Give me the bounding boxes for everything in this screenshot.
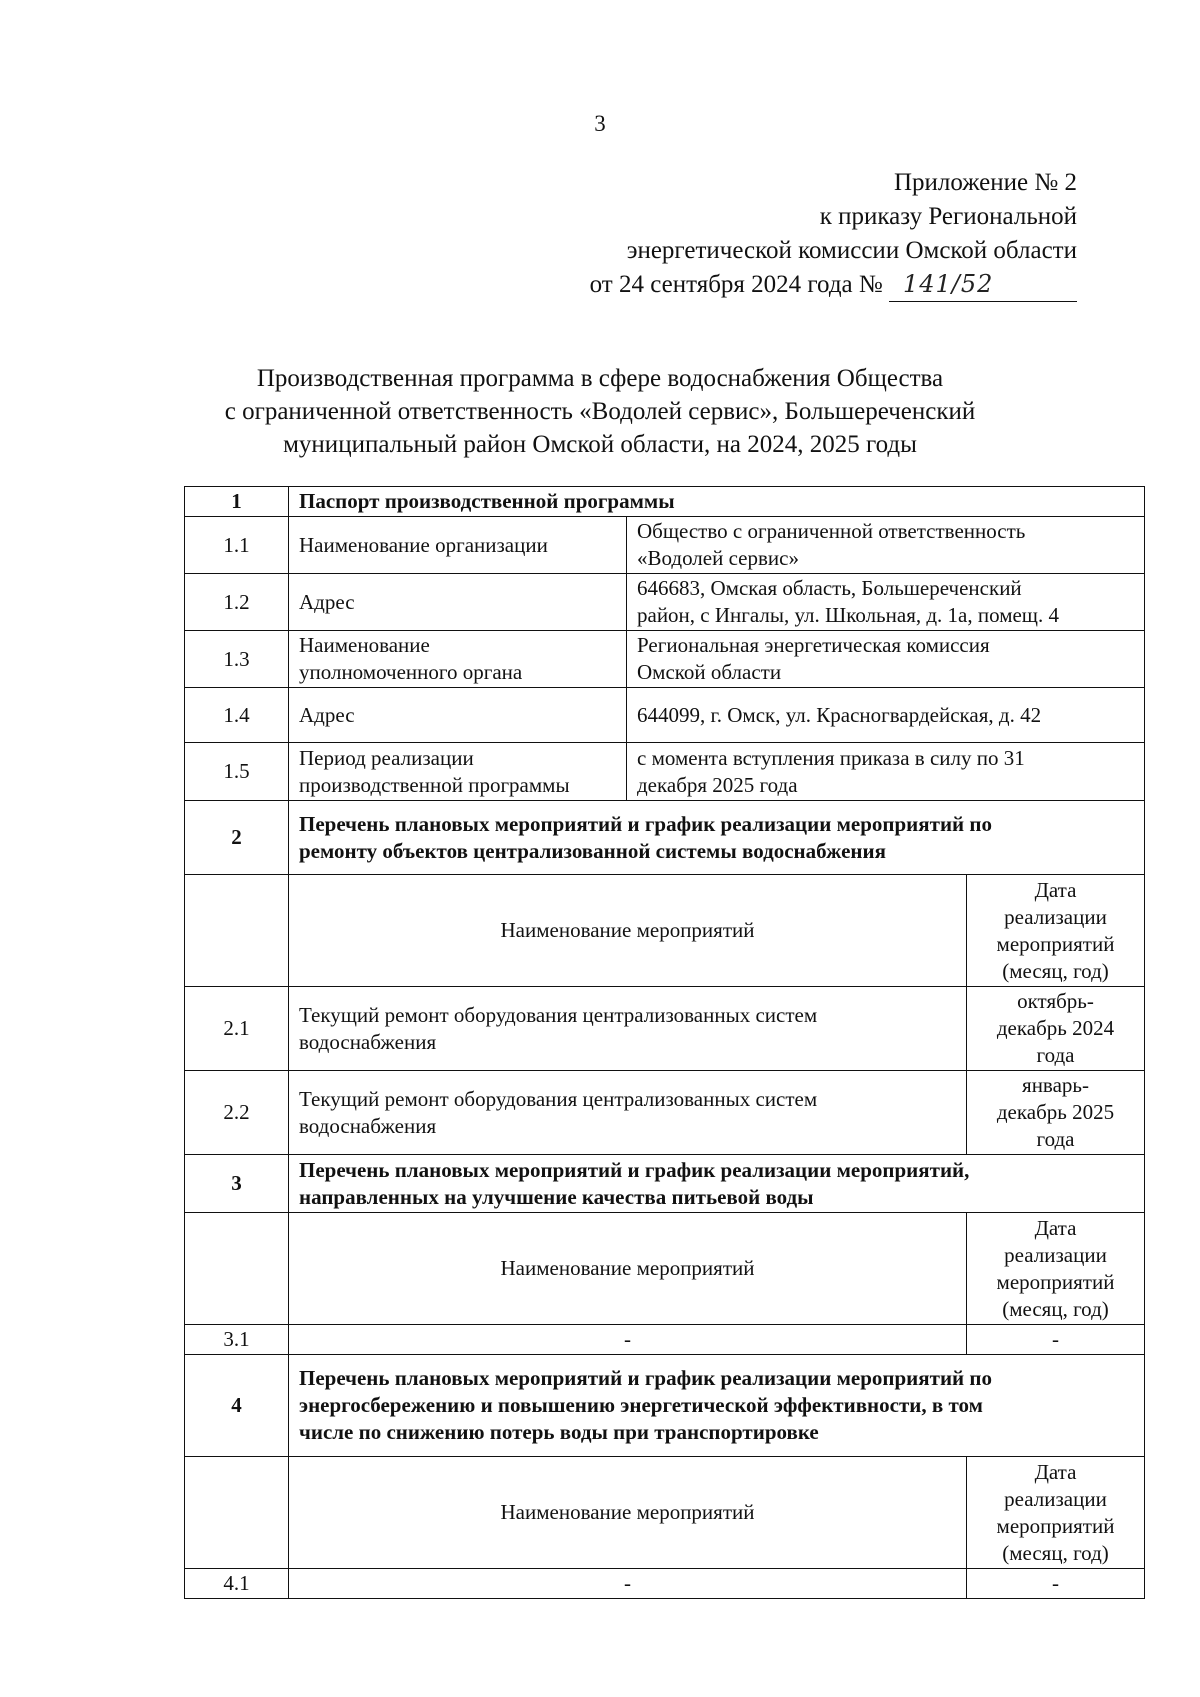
order-number-field	[889, 270, 1077, 302]
section-title: Паспорт производственной программы	[289, 487, 1145, 517]
column-header-row	[185, 875, 1145, 987]
section-number: 3	[185, 1155, 289, 1213]
row-number: 1.1	[185, 517, 289, 574]
column-header-name: Наименование мероприятий	[289, 1457, 967, 1569]
empty-cell	[185, 1457, 289, 1569]
row-label: Наименование уполномоченного органа	[289, 631, 627, 688]
column-header-row	[185, 1213, 1145, 1325]
row-value: Общество с ограниченной ответственность «Водолей сервис»	[627, 517, 1145, 574]
title-line: с ограниченной ответственность «Водолей сервис», Большереченский	[224, 398, 976, 425]
appendix-line: к приказу Региональной	[819, 203, 1077, 230]
row-number: 1.4	[185, 688, 289, 743]
section-number: 1	[185, 487, 289, 517]
table-row	[185, 1071, 1145, 1155]
table-row	[185, 574, 1145, 631]
appendix-header	[590, 166, 1077, 302]
section-title: Перечень плановых мероприятий и график реализации мероприятий по ремонту объектов централизованной системы водоснабжения	[289, 801, 1145, 875]
event-date: -	[967, 1325, 1145, 1355]
row-number: 1.2	[185, 574, 289, 631]
program-table	[184, 486, 1145, 1599]
row-label: Период реализации производственной программы	[289, 743, 627, 801]
row-label: Адрес	[289, 574, 627, 631]
appendix-date-line	[590, 268, 1077, 302]
row-value: 646683, Омская область, Большереченский район, с Ингалы, ул. Школьная, д. 1а, помещ. 4	[627, 574, 1145, 631]
event-date: октябрь- декабрь 2024 года	[967, 987, 1145, 1071]
row-number: 1.3	[185, 631, 289, 688]
empty-cell	[185, 1213, 289, 1325]
appendix-date: от 24 сентября 2024 года №	[589, 271, 883, 298]
section-number: 4	[185, 1355, 289, 1457]
event-date: январь- декабрь 2025 года	[967, 1071, 1145, 1155]
title-line: муниципальный район Омской области, на 2024, 2025 годы	[283, 431, 917, 458]
table-row	[185, 987, 1145, 1071]
table-row	[185, 688, 1145, 743]
table-row	[185, 1569, 1145, 1599]
section-4-header	[185, 1355, 1145, 1457]
row-number: 3.1	[185, 1325, 289, 1355]
event-name: -	[289, 1569, 967, 1599]
row-value: с момента вступления приказа в силу по 31 декабря 2025 года	[627, 743, 1145, 801]
section-title: Перечень плановых мероприятий и график реализации мероприятий, направленных на улучшение качества питьевой воды	[289, 1155, 1145, 1213]
title-line: Производственная программа в сфере водоснабжения Общества	[256, 365, 944, 392]
appendix-line: Приложение № 2	[893, 169, 1077, 196]
section-2-header	[185, 801, 1145, 875]
event-name: Текущий ремонт оборудования централизованных систем водоснабжения	[289, 1071, 967, 1155]
empty-cell	[185, 875, 289, 987]
table-row	[185, 631, 1145, 688]
section-title: Перечень плановых мероприятий и график реализации мероприятий по энергосбережению и повышению энергетической эффективности, в том числе по снижению потерь воды при транспортировке	[289, 1355, 1145, 1457]
row-number: 1.5	[185, 743, 289, 801]
column-header-row	[185, 1457, 1145, 1569]
column-header-name: Наименование мероприятий	[289, 1213, 967, 1325]
table-row	[185, 743, 1145, 801]
row-number: 2.2	[185, 1071, 289, 1155]
table-row	[185, 517, 1145, 574]
row-label: Наименование организации	[289, 517, 627, 574]
event-date: -	[967, 1569, 1145, 1599]
appendix-line: энергетической комиссии Омской области	[626, 237, 1077, 264]
row-label: Адрес	[289, 688, 627, 743]
column-header-date: Дата реализации мероприятий (месяц, год)	[967, 875, 1145, 987]
row-value: 644099, г. Омск, ул. Красногвардейская, д. 42	[627, 688, 1145, 743]
row-value: Региональная энергетическая комиссия Омской области	[627, 631, 1145, 688]
page-number: 3	[594, 111, 606, 136]
section-1-header	[185, 487, 1145, 517]
table-row	[185, 1325, 1145, 1355]
row-number: 2.1	[185, 987, 289, 1071]
column-header-name: Наименование мероприятий	[289, 875, 967, 987]
column-header-date: Дата реализации мероприятий (месяц, год)	[967, 1213, 1145, 1325]
row-number: 4.1	[185, 1569, 289, 1599]
section-number: 2	[185, 801, 289, 875]
section-3-header	[185, 1155, 1145, 1213]
event-name: -	[289, 1325, 967, 1355]
event-name: Текущий ремонт оборудования централизованных систем водоснабжения	[289, 987, 967, 1071]
document-title	[0, 362, 1200, 461]
order-number-handwritten: 141/52	[903, 270, 994, 298]
column-header-date: Дата реализации мероприятий (месяц, год)	[967, 1457, 1145, 1569]
